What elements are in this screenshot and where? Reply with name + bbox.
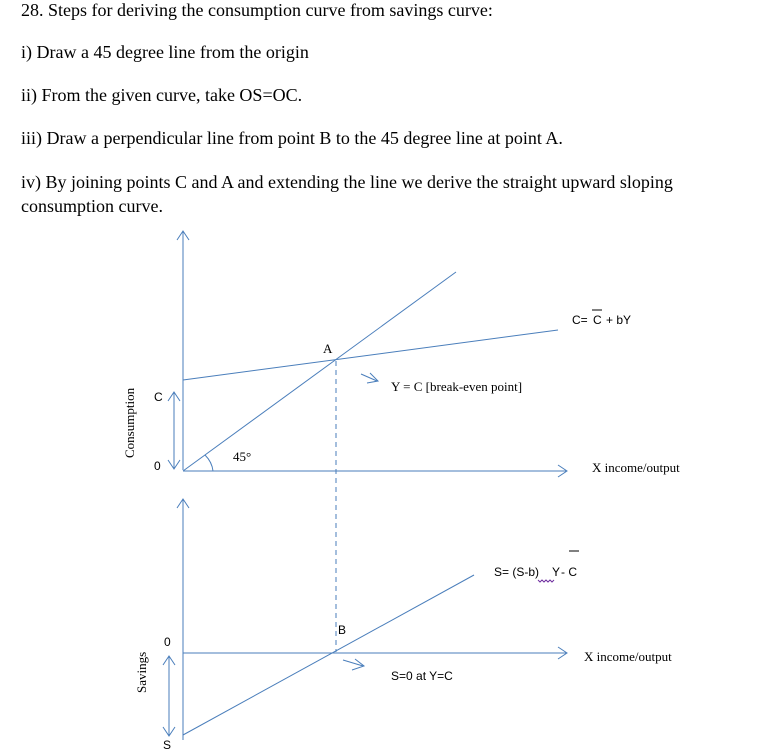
step-1: i) Draw a 45 degree line from the origin: [21, 42, 309, 62]
savings-curve: [183, 575, 474, 735]
question-heading: 28. Steps for deriving the consumption curve from savings curve:: [21, 0, 493, 20]
bottom-panel: [134, 499, 672, 752]
step-4: iv) By joining points C and A and extending the line we derive the straight upward sloping consumption curve.: [21, 172, 673, 216]
consumption-equation: [572, 310, 631, 327]
point-b-label: B: [338, 623, 347, 637]
top-origin-label: 0: [154, 459, 161, 473]
consumption-eq-c-bar: C: [593, 313, 602, 327]
consumption-eq-suffix: + bY: [606, 313, 632, 327]
breakeven-label: Y = C [break-even point]: [391, 379, 523, 394]
angle-arc: [205, 455, 213, 471]
bottom-x-axis-label: X income/output: [584, 649, 672, 664]
savings-axis-title: Savings: [134, 651, 149, 693]
angle-label: 45°: [233, 449, 252, 464]
savings-eq-prefix: S= (S-b): [494, 565, 540, 579]
forty-five-degree-line: [183, 272, 456, 471]
top-x-axis-label: X income/output: [592, 460, 680, 475]
point-a-label: A: [323, 341, 333, 356]
savings-eq-suffix: - C: [561, 565, 577, 579]
point-c-label: C: [154, 390, 163, 404]
bottom-origin-label: 0: [164, 635, 171, 649]
step-2: ii) From the given curve, take OS=OC.: [21, 85, 303, 105]
savings-eq-y: Y: [552, 565, 561, 579]
point-s-label: S: [163, 738, 172, 752]
step-3: iii) Draw a perpendicular line from point B to the 45 degree line at point A.: [21, 128, 563, 148]
consumption-axis-title: Consumption: [122, 387, 137, 458]
savings-equation: [494, 551, 579, 582]
consumption-curve: [183, 330, 558, 380]
zero-savings-label: S=0 at Y=C: [391, 669, 453, 683]
consumption-eq-prefix: C=: [572, 313, 588, 327]
top-panel: [122, 231, 680, 477]
